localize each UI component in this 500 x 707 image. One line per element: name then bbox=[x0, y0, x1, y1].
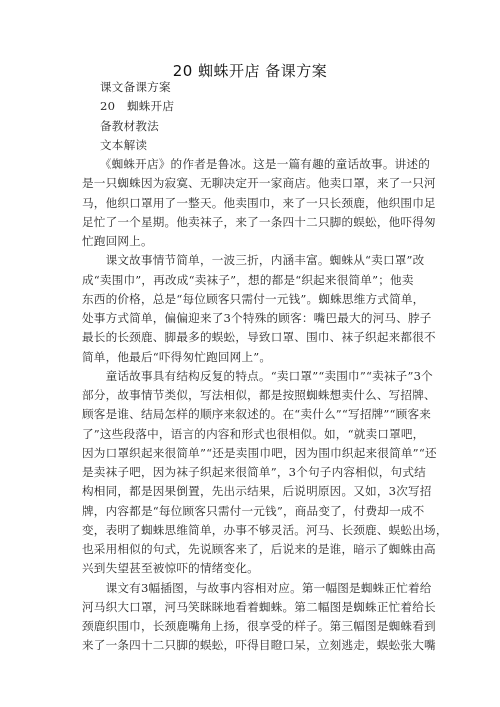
text-line: 最长的长颈鹿、脚最多的蜈蚣，导致口罩、围巾、袜子织起来都很不 bbox=[82, 330, 436, 345]
text-line: 构相同，都是因果倒置，先出示结果，后说明原因。又如，3次写招 bbox=[82, 484, 432, 499]
text-line: 课文备课方案 bbox=[100, 80, 171, 94]
text-line: 了”这些段落中，语言的内容和形式也很相似。如，“就卖口罩吧， bbox=[82, 426, 425, 441]
text-line: 牌，内容都是“每位顾客只需付一元钱”，商品变了，付费却一成不 bbox=[82, 503, 425, 518]
text-line: 《蜘蛛开店》的作者是鲁冰。这是一篇有趣的童话故事。讲述的 bbox=[82, 157, 431, 171]
text-line: 马，他织口罩用了一整天。他卖围巾，来了一只长颈鹿，他织围巾足 bbox=[82, 195, 436, 210]
text-line: 是一只蜘蛛因为寂寞、无聊决定开一家商店。他卖口罩，来了一只河 bbox=[82, 176, 436, 191]
text-line: 也采用相似的句式，先说顾客来了，后说来的是谁，暗示了蜘蛛由高 bbox=[82, 542, 436, 556]
text-line: 成“卖围巾”，再改成“卖袜子”，想的都是“织起来很简单”；他卖 bbox=[82, 272, 414, 287]
text-line: 处事方式简单，偏偏迎来了3个特殊的顾客：嘴巴最大的河马、脖子 bbox=[82, 311, 432, 325]
text-line: 部分，故事情节类似，写法相似，都是按照蜘蛛想卖什么、写招牌、 bbox=[82, 388, 436, 402]
text-line: 课文有3幅插图，与故事内容相对应。第一幅图是蜘蛛正忙着给 bbox=[82, 580, 432, 595]
text-line: 课文故事情节简单，一波三折，内涵丰富。蜘蛛从“卖口罩”改 bbox=[82, 253, 425, 268]
text-line: 颈鹿织围巾，长颈鹿嘴角上扬，很享受的样子。第三幅图是蜘蛛看到 bbox=[82, 619, 436, 633]
text-line: 足忙了一个星期。他卖袜子，来了一条四十二只脚的蜈蚣，他吓得匆 bbox=[82, 214, 436, 229]
text-line: 东西的价格，总是“每位顾客只需付一元钱”。蜘蛛思维方式简单， bbox=[82, 291, 425, 306]
text-line: 顾客是谁、结局怎样的顺序来叙述的。在“卖什么”“写招牌”“顾客来 bbox=[82, 407, 432, 422]
document-title: 20 蜘蛛开店 备课方案 bbox=[172, 62, 328, 80]
text-line: 童话故事具有结构反复的特点。“卖口罩”“卖围巾”“卖袜子”3个 bbox=[82, 368, 433, 383]
text-line: 来了一条四十二只脚的蜈蚣，吓得目瞪口呆，立刻逃走，蜈蚣张大嘴 bbox=[82, 638, 436, 653]
text-line: 变，表明了蜘蛛思维简单，办事不够灵活。河马、长颈鹿、蜈蚣出场， bbox=[82, 522, 448, 537]
text-line: 备教材教法 bbox=[100, 118, 159, 133]
text-line: 兴到失望甚至被惊吓的情绪变化。 bbox=[82, 561, 259, 576]
text-line: 简单，他最后“吓得匆忙跑回网上”。 bbox=[82, 349, 272, 364]
text-line: 文本解读 bbox=[100, 137, 148, 152]
text-line: 忙跑回网上。 bbox=[82, 234, 153, 248]
document-body bbox=[82, 78, 448, 656]
text-line: 是卖袜子吧，因为袜子织起来很简单”，3个句子内容相似，句式结 bbox=[82, 465, 426, 479]
text-line: 河马织大口罩，河马笑眯眯地看着蜘蛛。第二幅图是蜘蛛正忙着给长 bbox=[82, 599, 436, 614]
text-line: 因为口罩织起来很简单”“还是卖围巾吧，因为围巾织起来很简单”“还 bbox=[82, 445, 437, 460]
text-line: 20 蜘蛛开店 bbox=[100, 99, 175, 114]
